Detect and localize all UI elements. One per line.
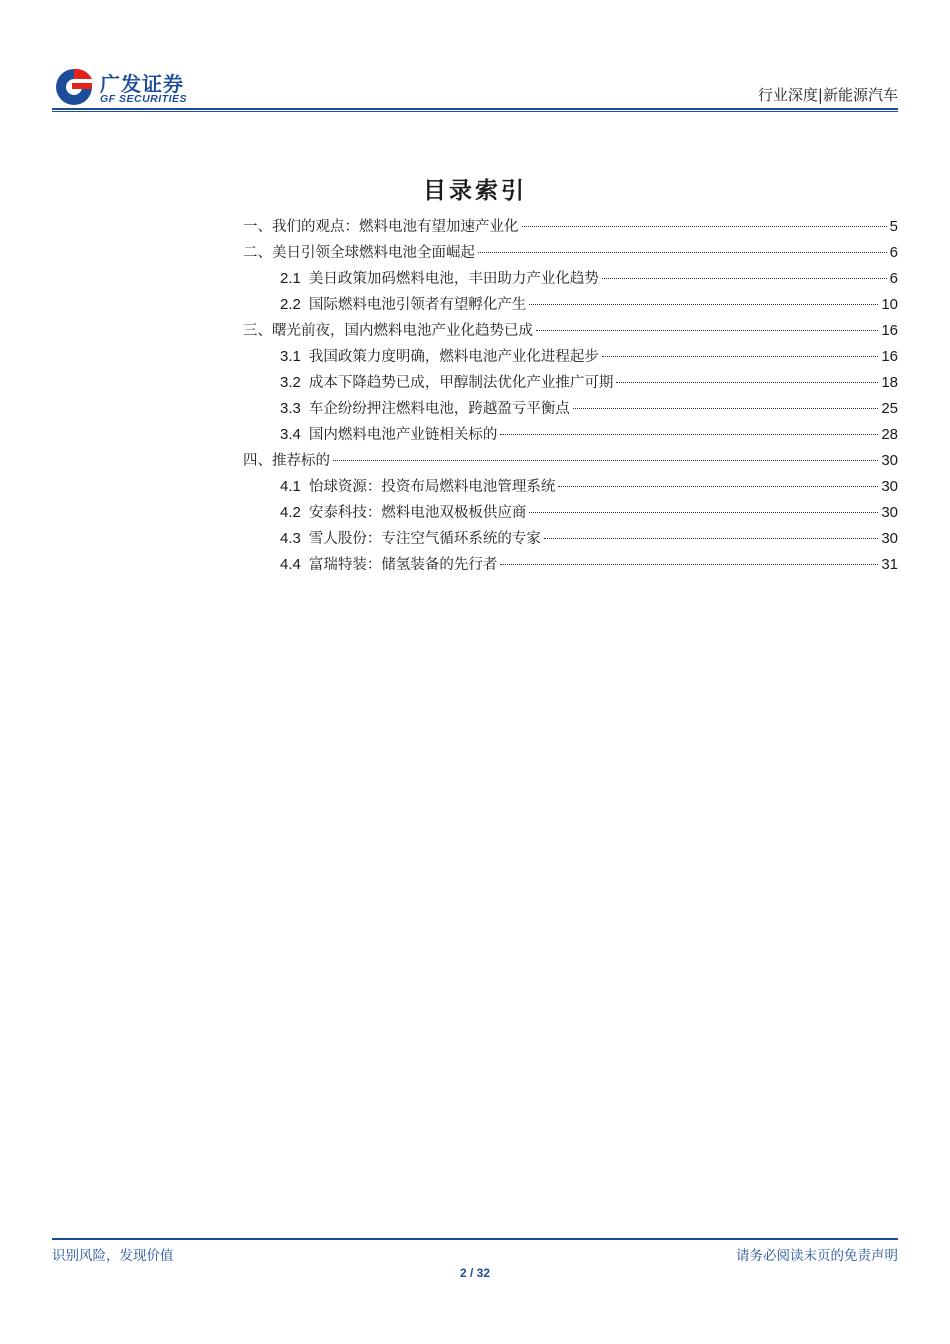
toc-leader-dots — [602, 278, 887, 279]
toc-leader-dots — [522, 226, 887, 227]
toc-entry-number: 4.1 — [280, 478, 301, 495]
toc-entry-label: 富瑞特装：储氢装备的先行者 — [308, 557, 498, 573]
toc-entry-page: 10 — [881, 296, 898, 313]
toc-entry-number: 4.4 — [280, 556, 301, 573]
toc-subentry[interactable] — [243, 396, 898, 422]
toc-entry-page: 16 — [881, 322, 898, 339]
toc-entry[interactable] — [243, 214, 898, 240]
toc-leader-dots — [616, 382, 878, 383]
footer-slogan: 识别风险，发现价值 — [52, 1248, 174, 1264]
toc-entry-page: 5 — [889, 218, 898, 235]
toc-entry-page: 30 — [881, 530, 898, 547]
toc-leader-dots — [500, 434, 878, 435]
report-type: 行业深度 — [757, 86, 818, 104]
toc-entry-number: 4.3 — [280, 530, 301, 547]
toc-entry-label: 美日政策加码燃料电池，丰田助力产业化趋势 — [308, 271, 599, 287]
toc-entry-page: 30 — [881, 504, 898, 521]
toc-entry-label: 二、美日引领全球燃料电池全面崛起 — [243, 245, 475, 261]
table-of-contents — [243, 214, 898, 578]
toc-entry-label: 成本下降趋势已成，甲醇制法优化产业推广可期 — [308, 375, 614, 391]
toc-subentry[interactable] — [243, 422, 898, 448]
toc-entry-label: 雪人股份：专注空气循环系统的专家 — [308, 531, 541, 547]
toc-entry-number: 2.2 — [280, 296, 301, 313]
toc-leader-dots — [529, 512, 878, 513]
toc-subentry[interactable] — [243, 344, 898, 370]
toc-entry-number: 3.1 — [280, 348, 301, 365]
toc-entry-page: 18 — [881, 374, 898, 391]
toc-entry-number: 2.1 — [280, 270, 301, 287]
toc-entry-label: 国际燃料电池引领者有望孵化产生 — [308, 297, 527, 313]
toc-entry-label: 一、我们的观点：燃料电池有望加速产业化 — [243, 219, 519, 235]
toc-leader-dots — [602, 356, 878, 357]
footer-disclaimer-notice: 请务必阅读末页的免责声明 — [736, 1248, 898, 1264]
toc-subentry[interactable] — [243, 370, 898, 396]
gf-logo-icon — [52, 66, 96, 108]
footer-divider — [52, 1238, 898, 1240]
toc-entry-page: 30 — [881, 478, 898, 495]
toc-subentry[interactable] — [243, 292, 898, 318]
toc-entry-page: 31 — [881, 556, 898, 573]
logo-chinese-text: 广发证券 — [100, 72, 184, 96]
toc-entry-number: 3.3 — [280, 400, 301, 417]
toc-entry-label: 四、推荐标的 — [243, 453, 330, 469]
toc-entry[interactable] — [243, 318, 898, 344]
report-category — [758, 84, 898, 105]
report-sector: 新能源汽车 — [822, 86, 898, 104]
toc-leader-dots — [558, 486, 878, 487]
toc-entry-label: 怡球资源：投资布局燃料电池管理系统 — [308, 479, 556, 495]
toc-entry-label: 三、曙光前夜，国内燃料电池产业化趋势已成 — [243, 323, 533, 339]
toc-leader-dots — [573, 408, 878, 409]
toc-subentry[interactable] — [243, 552, 898, 578]
toc-entry-page: 16 — [881, 348, 898, 365]
toc-entry[interactable] — [243, 240, 898, 266]
page-header — [52, 62, 898, 110]
toc-entry-number: 4.2 — [280, 504, 301, 521]
toc-title: 目录索引 — [423, 177, 527, 204]
toc-entry-page: 6 — [889, 270, 898, 287]
toc-entry-page: 25 — [881, 400, 898, 417]
toc-entry-page: 30 — [881, 452, 898, 469]
toc-subentry[interactable] — [243, 266, 898, 292]
toc-leader-dots — [536, 330, 878, 331]
toc-leader-dots — [333, 460, 878, 461]
toc-leader-dots — [544, 538, 878, 539]
toc-leader-dots — [500, 564, 878, 565]
toc-subentry[interactable] — [243, 474, 898, 500]
toc-entry-label: 车企纷纷押注燃料电池，跨越盈亏平衡点 — [308, 401, 570, 417]
toc-leader-dots — [478, 252, 887, 253]
toc-entry-number: 3.4 — [280, 426, 301, 443]
logo-english-text: GF SECURITIES — [100, 93, 188, 105]
toc-subentry[interactable] — [243, 500, 898, 526]
header-divider-thin — [52, 111, 898, 112]
toc-entry[interactable] — [243, 448, 898, 474]
toc-leader-dots — [529, 304, 878, 305]
toc-entry-label: 安泰科技：燃料电池双极板供应商 — [308, 505, 527, 521]
toc-entry-number: 3.2 — [280, 374, 301, 391]
toc-entry-label: 我国政策力度明确，燃料电池产业化进程起步 — [308, 349, 599, 365]
header-divider — [52, 108, 898, 110]
toc-subentry[interactable] — [243, 526, 898, 552]
toc-entry-label: 国内燃料电池产业链相关标的 — [308, 427, 498, 443]
toc-entry-page: 28 — [881, 426, 898, 443]
gf-securities-logo — [52, 66, 222, 108]
page-number: 2 / 32 — [459, 1266, 491, 1280]
header-separator: | — [817, 86, 823, 104]
toc-entry-page: 6 — [889, 244, 898, 261]
